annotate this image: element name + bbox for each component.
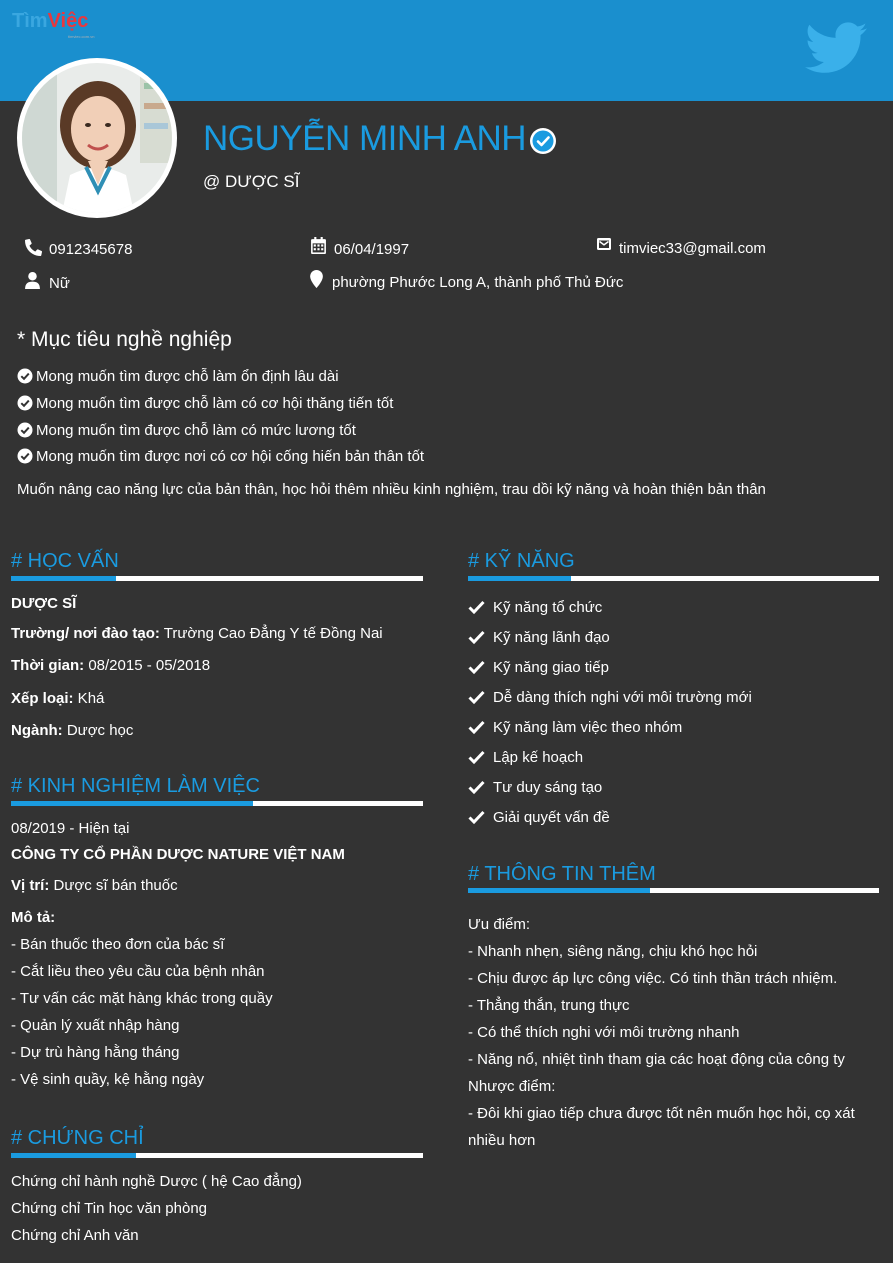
objective-item	[17, 367, 339, 387]
check-circle-icon	[17, 395, 33, 411]
certificate-item: Chứng chỉ Tin học văn phòng	[11, 1200, 208, 1217]
education-school: Trường/ nơi đào tạo: Trường Cao Đẳng Y tế Đồng Nai	[11, 625, 383, 642]
skills-section	[468, 549, 575, 573]
education-rank: Xếp loại: Khá	[11, 690, 105, 707]
address-text: phường Phước Long A, thành phố Thủ Đức	[332, 274, 624, 291]
skills-divider	[468, 576, 879, 581]
certificates-divider	[11, 1153, 423, 1158]
map-marker-icon	[310, 270, 323, 288]
extra-info-section	[468, 862, 656, 886]
phone-icon	[25, 239, 42, 256]
check-icon	[468, 690, 485, 704]
certificate-item: Chứng chỉ hành nghề Dược ( hệ Cao đẳng)	[11, 1173, 302, 1190]
extra-info-line: nhiều hơn	[468, 1132, 536, 1149]
extra-info-divider	[468, 888, 879, 893]
avatar	[17, 58, 177, 218]
gender-text: Nữ	[49, 275, 70, 292]
objective-item	[17, 447, 424, 467]
education-major: Ngành: Dược học	[11, 722, 134, 739]
check-icon	[468, 810, 485, 824]
experience-task: - Dự trù hàng hằng tháng	[11, 1044, 180, 1061]
certificates-section	[11, 1126, 144, 1150]
experience-heading: # KINH NGHIỆM LÀM VIỆC	[11, 775, 260, 797]
check-icon	[468, 780, 485, 794]
extra-info-line: - Nhanh nhẹn, siêng năng, chịu khó học hỏi	[468, 943, 758, 960]
envelope-icon	[597, 237, 611, 251]
education-divider	[11, 576, 423, 581]
check-icon	[468, 720, 485, 734]
certificates-heading: # CHỨNG CHỈ	[11, 1127, 144, 1149]
objective-item	[17, 394, 393, 414]
certificate-item: Chứng chỉ Anh văn	[11, 1227, 139, 1244]
extra-info-line: - Có thể thích nghi với môi trường nhanh	[468, 1024, 740, 1041]
phone-text: 0912345678	[49, 241, 133, 258]
education-time: Thời gian: 08/2015 - 05/2018	[11, 657, 211, 674]
site-logo[interactable]	[12, 10, 88, 32]
education-section	[11, 549, 119, 573]
objective-item	[17, 421, 356, 441]
extra-info-line: - Đôi khi giao tiếp chưa được tốt nên muốn học hỏi, cọ xát	[468, 1105, 855, 1122]
birthday-text: 06/04/1997	[334, 241, 410, 258]
experience-task: - Cắt liều theo yêu cầu của bệnh nhân	[11, 963, 265, 980]
objective-summary: Muốn nâng cao năng lực của bản thân, học hỏi thêm nhiều kinh nghiệm, trau dồi kỹ năng và hoàn thiện bản thân	[17, 481, 766, 498]
experience-task: - Tư vấn các mặt hàng khác trong quầy	[11, 990, 273, 1007]
check-circle-icon	[17, 422, 33, 438]
experience-period: 08/2019 - Hiện tại	[11, 820, 130, 837]
extra-info-heading: # THÔNG TIN THÊM	[468, 863, 656, 885]
logo-text-part1: Tìm	[12, 10, 48, 32]
education-degree: DƯỢC SĨ	[11, 595, 77, 612]
objective-heading: * Mục tiêu nghề nghiệp	[17, 328, 232, 351]
extra-info-line: - Chịu được áp lực công việc. Có tinh thần trách nhiệm.	[468, 970, 838, 987]
experience-task: - Vệ sinh quầy, kệ hằng ngày	[11, 1071, 205, 1088]
user-icon	[25, 272, 40, 289]
check-icon	[468, 660, 485, 674]
candidate-name: NGUYỄN MINH ANH	[203, 119, 527, 158]
extra-info-line: - Thẳng thắn, trung thực	[468, 997, 630, 1014]
experience-section	[11, 774, 260, 798]
check-icon	[468, 630, 485, 644]
extra-info-line: Nhược điểm:	[468, 1078, 556, 1095]
experience-divider	[11, 801, 423, 806]
experience-company: CÔNG TY CỔ PHẦN DƯỢC NATURE VIỆT NAM	[11, 846, 345, 863]
logo-subtext: timviec.com.vn	[68, 34, 95, 39]
experience-position: Vị trí: Dược sĩ bán thuốc	[11, 877, 178, 894]
objective-item-text: Mong muốn tìm được nơi có cơ hội cống hiến bản thân tốt	[36, 448, 425, 465]
twitter-icon[interactable]	[805, 22, 867, 79]
objective-item-text: Mong muốn tìm được chỗ làm có mức lương tốt	[36, 422, 356, 439]
calendar-icon	[311, 237, 326, 254]
email-text[interactable]: timviec33@gmail.com	[619, 240, 766, 257]
check-circle-icon	[17, 368, 33, 384]
check-icon	[468, 750, 485, 764]
job-title: @ DƯỢC SĨ	[203, 172, 300, 191]
experience-task: - Bán thuốc theo đơn của bác sĩ	[11, 936, 225, 953]
verified-check-icon	[528, 126, 558, 161]
skills-heading: # KỸ NĂNG	[468, 550, 575, 572]
extra-info-line: - Năng nổ, nhiệt tình tham gia các hoạt động của công ty	[468, 1051, 845, 1068]
check-circle-icon	[17, 448, 33, 464]
objective-item-text: Mong muốn tìm được chỗ làm ổn định lâu dài	[36, 368, 339, 385]
experience-task: - Quản lý xuất nhập hàng	[11, 1017, 180, 1034]
extra-info-line: Ưu điểm:	[468, 916, 530, 933]
education-heading: # HỌC VẤN	[11, 550, 119, 572]
logo-text-part2: Việc	[47, 10, 89, 32]
check-icon	[468, 600, 485, 614]
objective-item-text: Mong muốn tìm được chỗ làm có cơ hội thăng tiến tốt	[36, 395, 394, 412]
experience-desc-label: Mô tả:	[11, 909, 56, 926]
